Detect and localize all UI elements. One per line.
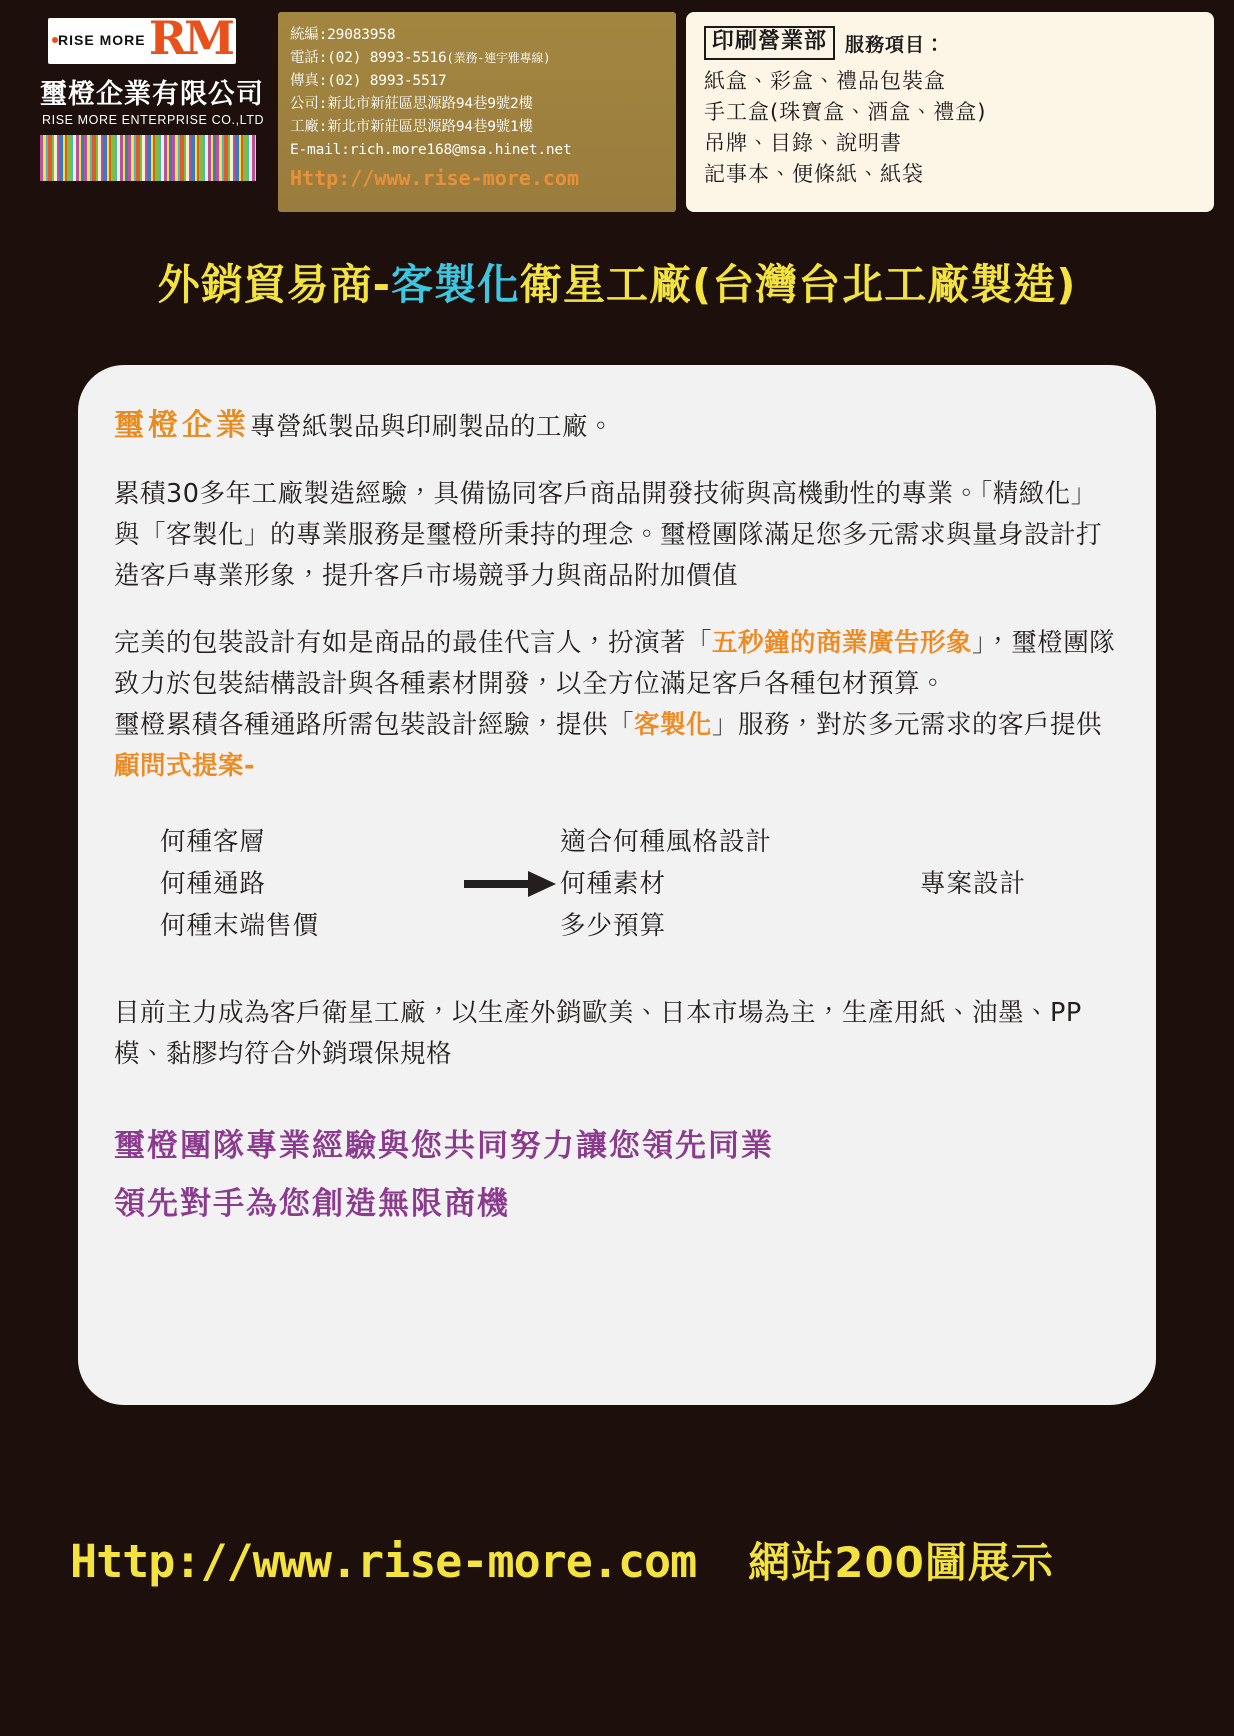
- page-title-part2: 客製化: [391, 260, 521, 309]
- contact-info-panel: [278, 12, 676, 212]
- factory-address-line: 工廠:新北市新莊區思源路94巷9號1樓: [290, 119, 533, 135]
- design-paragraph: [114, 623, 1120, 705]
- brand-name-inline: 璽橙企業: [114, 408, 250, 443]
- flow-questions-column: [160, 821, 460, 947]
- flow-item: 多少預算: [560, 911, 667, 941]
- service-panel-title: 服務項目：: [845, 34, 946, 56]
- fax-line: 傳真:(02) 8993-5517: [290, 73, 447, 89]
- tax-id-line: 統編:29083958: [290, 27, 396, 43]
- department-badge: 印刷營業部: [704, 26, 835, 60]
- service-panel-header: [704, 26, 1198, 60]
- service-items-panel: [686, 12, 1214, 212]
- list-item: 吊牌、目錄、說明書: [704, 131, 902, 155]
- website-link-footer[interactable]: Http://www.rise-more.com: [70, 1535, 697, 1588]
- page-title: [0, 252, 1234, 312]
- intro-text: 專營紙製品與印刷製品的工廠。: [250, 412, 615, 442]
- service-highlight-2: 顧問式提案-: [114, 751, 256, 781]
- flow-item: 何種通路: [160, 869, 267, 899]
- page-title-part3: 衛星工廠(台灣台北工廠製造): [520, 260, 1077, 309]
- flow-result: 專案設計: [920, 869, 1027, 899]
- arrow-right-icon: [460, 869, 560, 899]
- design-text-b: 」，璽橙團隊致力於包裝結構設計與各種素材開發，以全方位滿足客戶各種包材預算。: [114, 628, 1116, 699]
- company-name-cn: 璽橙企業有限公司: [40, 79, 264, 110]
- company-logo-block: [22, 10, 265, 215]
- closing-line-1: 璽橙團隊專業經驗與您共同努力讓您領先同業: [114, 1128, 774, 1164]
- logo-wordmark: RISE MORE: [58, 32, 146, 48]
- logo-monogram-icon: RM: [148, 18, 232, 64]
- list-item: 紙盒、彩盒、禮品包裝盒: [704, 69, 946, 93]
- flow-item: 適合何種風格設計: [560, 827, 773, 857]
- flow-item: 何種客層: [160, 827, 267, 857]
- email-line[interactable]: E-mail:rich.more168@msa.hinet.net: [290, 142, 572, 158]
- website-link-header[interactable]: Http://www.rise-more.com: [290, 166, 579, 190]
- logo-badge: [48, 18, 236, 64]
- page-title-part1: 外銷貿易商-: [157, 260, 391, 309]
- service-text-b: 」服務，對於多元需求的客戶提供: [712, 710, 1103, 740]
- tel-value: 電話:(02) 8993-5516: [290, 50, 447, 66]
- flow-item: 何種末端售價: [160, 911, 320, 941]
- spacer: [114, 597, 1120, 623]
- tel-note: (業務-連宇雅專線): [446, 51, 551, 65]
- intro-paragraph: [114, 405, 1120, 448]
- color-bar-decoration: [40, 135, 256, 181]
- service-text-a: 璽橙累積各種通路所需包裝設計經驗，提供「: [114, 710, 635, 740]
- office-address-line: 公司:新北市新莊區思源路94巷9號2樓: [290, 96, 533, 112]
- footer-band: [0, 1455, 1234, 1736]
- flow-item: 何種素材: [560, 869, 667, 899]
- service-highlight: 客製化: [634, 710, 713, 740]
- service-paragraph: [114, 705, 1120, 787]
- production-paragraph: 目前主力成為客戶衛星工廠，以生產外銷歐美、日本市場為主，生產用紙、油墨、PP模、黏膠均符合外銷環保規格: [114, 998, 1082, 1069]
- closing-message: [114, 1117, 1120, 1233]
- footer-note: 網站200圖展示: [748, 1538, 1054, 1587]
- proposal-flow-diagram: [160, 821, 1120, 947]
- spacer: [114, 947, 1120, 993]
- header-band: [0, 0, 1234, 222]
- design-text-a: 完美的包裝設計有如是商品的最佳代言人，扮演著「: [114, 628, 713, 658]
- flow-answers-column: [560, 821, 890, 947]
- closing-line-2: 領先對手為您創造無限商機: [114, 1186, 510, 1222]
- list-item: 手工盒(珠寶盒、酒盒、禮盒): [704, 100, 987, 124]
- footer-content: [70, 1530, 1170, 1590]
- experience-paragraph: 累積30多年工廠製造經驗，具備協同客戶商品開發技術與高機動性的專業。「精緻化」與「客製化」的專業服務是璽橙所秉持的理念。璽橙團隊滿足您多元需求與量身設計打造客戶專業形象，提升客戶市場競爭力與商品附加價值: [114, 479, 1103, 591]
- design-highlight: 五秒鐘的商業廣告形象: [712, 628, 973, 658]
- spacer: [114, 448, 1120, 474]
- list-item: 記事本、便條紙、紙袋: [704, 162, 924, 186]
- tel-line: [290, 47, 666, 70]
- company-name-en: RISE MORE ENTERPRISE CO.,LTD: [42, 113, 265, 127]
- main-content-card: [78, 365, 1156, 1405]
